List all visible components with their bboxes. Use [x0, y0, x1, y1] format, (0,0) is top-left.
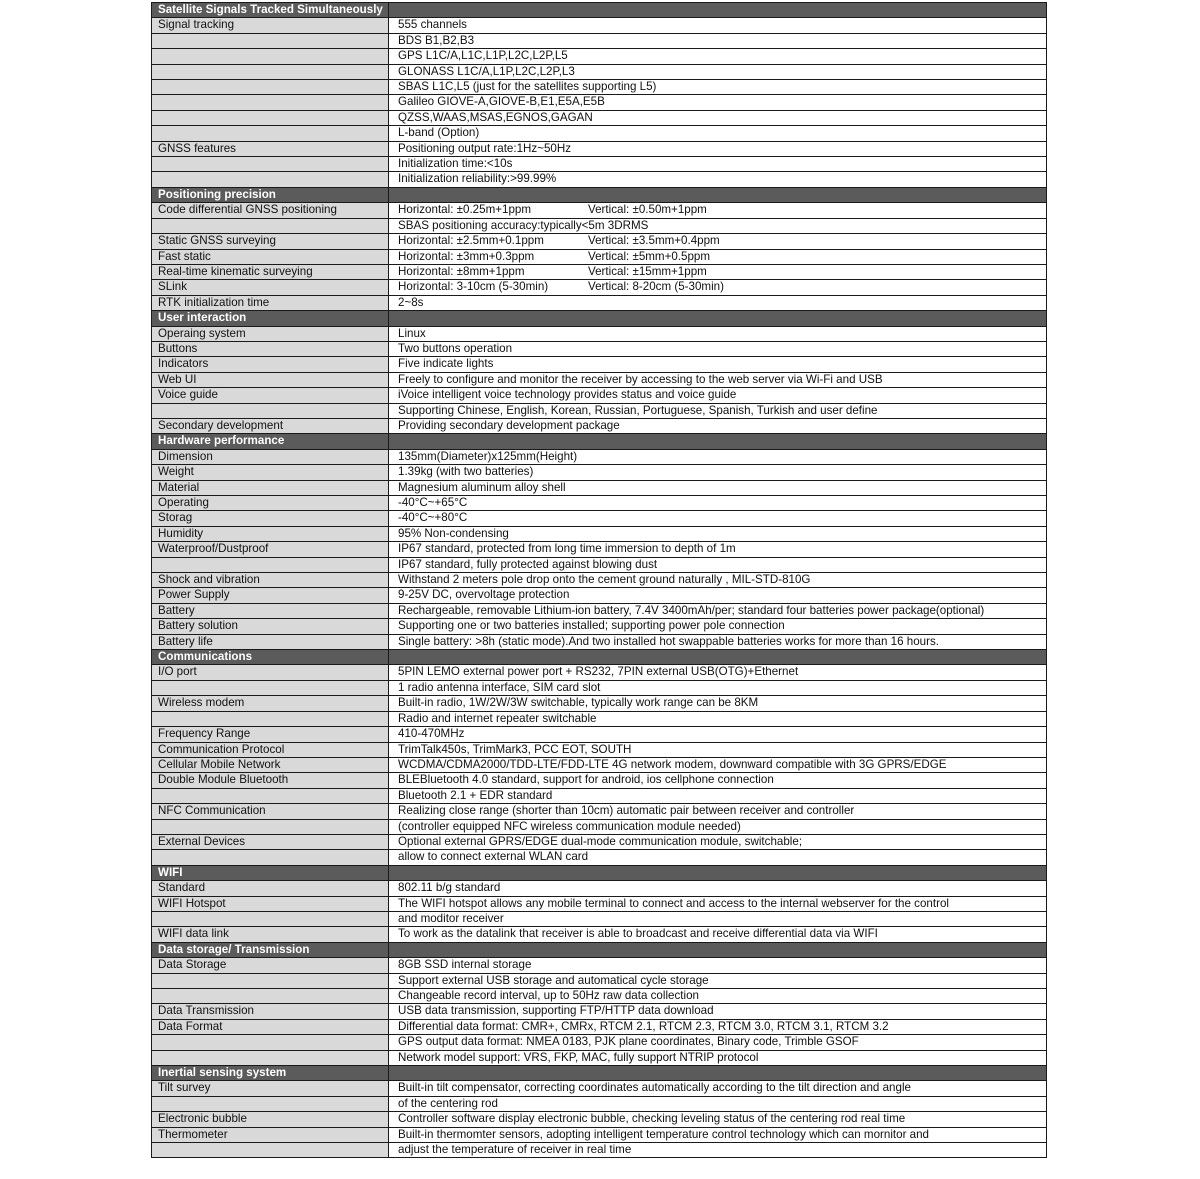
spec-row — [152, 95, 1047, 110]
spec-value: Realizing close range (shorter than 10cm) automatic pair between receiver and controller — [389, 804, 1047, 819]
spec-value: Freely to configure and monitor the receiver by accessing to the web server via Wi-Fi and USB — [389, 372, 1047, 387]
spec-value: 9-25V DC, overvoltage protection — [389, 588, 1047, 603]
spec-row — [152, 388, 1047, 403]
spec-value: Network model support: VRS, FKP, MAC, fully support NTRIP protocol — [389, 1050, 1047, 1065]
spec-row — [152, 511, 1047, 526]
spec-value: IP67 standard, protected from long time immersion to depth of 1m — [389, 542, 1047, 557]
spec-label: Electronic bubble — [152, 1112, 389, 1127]
spec-label: Material — [152, 480, 389, 495]
spec-row — [152, 696, 1047, 711]
spec-row — [152, 927, 1047, 942]
spec-value-vertical: Vertical: ±15mm+1ppm — [588, 264, 707, 278]
spec-value-horizontal: Horizontal: ±3mm+0.3ppm — [398, 249, 535, 263]
spec-row — [152, 234, 1047, 249]
spec-label: GNSS features — [152, 141, 389, 156]
spec-label: Buttons — [152, 341, 389, 356]
spec-label — [152, 973, 389, 988]
spec-row — [152, 711, 1047, 726]
section-header-fill — [389, 650, 1047, 665]
spec-row — [152, 403, 1047, 418]
spec-value — [389, 249, 1047, 264]
spec-row — [152, 973, 1047, 988]
spec-label — [152, 850, 389, 865]
spec-value: BDS B1,B2,B3 — [389, 33, 1047, 48]
spec-label: Data Storage — [152, 958, 389, 973]
spec-value: Linux — [389, 326, 1047, 341]
spec-row — [152, 742, 1047, 757]
spec-value: Supporting Chinese, English, Korean, Russian, Portuguese, Spanish, Turkish and user define — [389, 403, 1047, 418]
spec-value: Initialization time:<10s — [389, 157, 1047, 172]
spec-row — [152, 295, 1047, 310]
section-header-fill — [389, 865, 1047, 880]
spec-value: Supporting one or two batteries installed; supporting power pole connection — [389, 619, 1047, 634]
spec-value-horizontal: Horizontal: 3-10cm (5-30min) — [398, 280, 549, 294]
spec-label — [152, 64, 389, 79]
spec-label: Battery solution — [152, 619, 389, 634]
spec-row — [152, 834, 1047, 849]
spec-value: 410-470MHz — [389, 727, 1047, 742]
spec-value: Galileo GIOVE-A,GIOVE-B,E1,E5A,E5B — [389, 95, 1047, 110]
spec-label: Web UI — [152, 372, 389, 387]
spec-value: Single battery: >8h (static mode).And two installed hot swappable batteries works for more than 16 hours. — [389, 634, 1047, 649]
spec-label — [152, 1035, 389, 1050]
spec-value: Magnesium aluminum alloy shell — [389, 480, 1047, 495]
section-title: Satellite Signals Tracked Simultaneously — [152, 3, 389, 18]
spec-row — [152, 357, 1047, 372]
spec-label: Battery life — [152, 634, 389, 649]
spec-value: BLEBluetooth 4.0 standard, support for android, ios cellphone connection — [389, 773, 1047, 788]
spec-label — [152, 95, 389, 110]
spec-label: SLink — [152, 280, 389, 295]
spec-label: Cellular Mobile Network — [152, 757, 389, 772]
spec-row — [152, 819, 1047, 834]
spec-row — [152, 573, 1047, 588]
spec-value: of the centering rod — [389, 1096, 1047, 1111]
spec-label: Frequency Range — [152, 727, 389, 742]
spec-value: (controller equipped NFC wireless communication module needed) — [389, 819, 1047, 834]
spec-label: Power Supply — [152, 588, 389, 603]
spec-value-vertical: Vertical: 8-20cm (5-30min) — [588, 280, 724, 294]
spec-value: 2~8s — [389, 295, 1047, 310]
spec-value: 1 radio antenna interface, SIM card slot — [389, 680, 1047, 695]
spec-row — [152, 264, 1047, 279]
spec-label — [152, 819, 389, 834]
section-title: Positioning precision — [152, 187, 389, 202]
spec-row — [152, 958, 1047, 973]
spec-value: Positioning output rate:1Hz~50Hz — [389, 141, 1047, 156]
spec-label: Operating — [152, 496, 389, 511]
spec-value: Providing secondary development package — [389, 418, 1047, 433]
spec-value: -40°C~+80°C — [389, 511, 1047, 526]
spec-label: Storag — [152, 511, 389, 526]
spec-label — [152, 172, 389, 187]
spec-label — [152, 680, 389, 695]
spec-row — [152, 326, 1047, 341]
spec-value: Rechargeable, removable Lithium-ion battery, 7.4V 3400mAh/per; standard four batteries power package(optional) — [389, 603, 1047, 618]
section-header-wifi — [152, 865, 1047, 880]
section-header-inertial-sensing-system — [152, 1066, 1047, 1081]
spec-label: Signal tracking — [152, 18, 389, 33]
spec-label — [152, 788, 389, 803]
spec-row — [152, 249, 1047, 264]
section-header-communications — [152, 650, 1047, 665]
spec-row — [152, 680, 1047, 695]
spec-value: iVoice intelligent voice technology provides status and voice guide — [389, 388, 1047, 403]
spec-label — [152, 218, 389, 233]
spec-value-horizontal: Horizontal: ±2.5mm+0.1ppm — [398, 234, 544, 248]
spec-value-vertical: Vertical: ±0.50m+1ppm — [588, 203, 707, 217]
spec-row — [152, 496, 1047, 511]
spec-row — [152, 557, 1047, 572]
spec-value — [389, 203, 1047, 218]
spec-label: Communication Protocol — [152, 742, 389, 757]
spec-label: Data Transmission — [152, 1004, 389, 1019]
spec-row — [152, 280, 1047, 295]
spec-value-horizontal: Horizontal: ±8mm+1ppm — [398, 264, 525, 278]
spec-label — [152, 711, 389, 726]
spec-label: External Devices — [152, 834, 389, 849]
spec-label: Humidity — [152, 526, 389, 541]
spec-label — [152, 1143, 389, 1158]
spec-value: GLONASS L1C/A,L1P,L2C,L2P,L3 — [389, 64, 1047, 79]
spec-label — [152, 80, 389, 95]
spec-row — [152, 757, 1047, 772]
spec-value: Differential data format: CMR+, CMRx, RTCM 2.1, RTCM 2.3, RTCM 3.0, RTCM 3.1, RTCM 3.2 — [389, 1019, 1047, 1034]
spec-row — [152, 203, 1047, 218]
spec-label: I/O port — [152, 665, 389, 680]
spec-value — [389, 280, 1047, 295]
spec-label — [152, 110, 389, 125]
spec-value: Withstand 2 meters pole drop onto the cement ground naturally , MIL-STD-810G — [389, 573, 1047, 588]
spec-row — [152, 989, 1047, 1004]
spec-value: 95% Non-condensing — [389, 526, 1047, 541]
spec-row — [152, 1096, 1047, 1111]
spec-row — [152, 896, 1047, 911]
section-header-fill — [389, 187, 1047, 202]
spec-label: Wireless modem — [152, 696, 389, 711]
spec-row — [152, 911, 1047, 926]
spec-row — [152, 33, 1047, 48]
spec-label: Secondary development — [152, 418, 389, 433]
spec-label: WIFI Hotspot — [152, 896, 389, 911]
spec-value: GPS L1C/A,L1C,L1P,L2C,L2P,L5 — [389, 49, 1047, 64]
spec-value: Built-in tilt compensator, correcting coordinates automatically according to the tilt direction and angle — [389, 1081, 1047, 1096]
spec-value: Built-in radio, 1W/2W/3W switchable, typically work range can be 8KM — [389, 696, 1047, 711]
spec-row — [152, 542, 1047, 557]
spec-value: Five indicate lights — [389, 357, 1047, 372]
spec-label: Operaing system — [152, 326, 389, 341]
spec-value: 802.11 b/g standard — [389, 881, 1047, 896]
spec-value-vertical: Vertical: ±3.5mm+0.4ppm — [588, 234, 720, 248]
spec-row — [152, 141, 1047, 156]
spec-row — [152, 465, 1047, 480]
section-header-fill — [389, 434, 1047, 449]
spec-row — [152, 480, 1047, 495]
spec-value: Support external USB storage and automatical cycle storage — [389, 973, 1047, 988]
section-title: Inertial sensing system — [152, 1066, 389, 1081]
spec-label — [152, 911, 389, 926]
section-header-satellite-signals-tracked-simultaneously — [152, 3, 1047, 18]
section-title: Hardware performance — [152, 434, 389, 449]
spec-row — [152, 773, 1047, 788]
spec-row — [152, 588, 1047, 603]
spec-label: Tilt survey — [152, 1081, 389, 1096]
section-title: User interaction — [152, 311, 389, 326]
spec-row — [152, 1004, 1047, 1019]
spec-value: 555 channels — [389, 18, 1047, 33]
spec-value: Two buttons operation — [389, 341, 1047, 356]
spec-value: IP67 standard, fully protected against blowing dust — [389, 557, 1047, 572]
spec-row — [152, 881, 1047, 896]
spec-row — [152, 1081, 1047, 1096]
section-header-positioning-precision — [152, 187, 1047, 202]
spec-label: Indicators — [152, 357, 389, 372]
spec-label: Data Format — [152, 1019, 389, 1034]
spec-row — [152, 804, 1047, 819]
spec-row — [152, 172, 1047, 187]
spec-row — [152, 1127, 1047, 1142]
spec-value: -40°C~+65°C — [389, 496, 1047, 511]
spec-row — [152, 1019, 1047, 1034]
spec-value-horizontal: Horizontal: ±0.25m+1ppm — [398, 203, 531, 217]
section-header-fill — [389, 3, 1047, 18]
spec-value: SBAS positioning accuracy:typically<5m 3DRMS — [389, 218, 1047, 233]
section-header-data-storage-transmission — [152, 942, 1047, 957]
spec-row — [152, 110, 1047, 125]
spec-label: Shock and vibration — [152, 573, 389, 588]
spec-row — [152, 665, 1047, 680]
spec-value: Initialization reliability:>99.99% — [389, 172, 1047, 187]
spec-value: 8GB SSD internal storage — [389, 958, 1047, 973]
spec-label — [152, 1096, 389, 1111]
spec-label: Voice guide — [152, 388, 389, 403]
spec-row — [152, 634, 1047, 649]
spec-label — [152, 557, 389, 572]
spec-row — [152, 449, 1047, 464]
spec-row — [152, 1143, 1047, 1158]
spec-label: Double Module Bluetooth — [152, 773, 389, 788]
spec-label: NFC Communication — [152, 804, 389, 819]
spec-value-vertical: Vertical: ±5mm+0.5ppm — [588, 249, 711, 263]
spec-label: RTK initialization time — [152, 295, 389, 310]
spec-label — [152, 1050, 389, 1065]
spec-value — [389, 234, 1047, 249]
spec-label — [152, 989, 389, 1004]
spec-row — [152, 218, 1047, 233]
spec-row — [152, 341, 1047, 356]
spec-label: Static GNSS surveying — [152, 234, 389, 249]
spec-row — [152, 1112, 1047, 1127]
spec-row — [152, 418, 1047, 433]
spec-row — [152, 619, 1047, 634]
spec-label: WIFI data link — [152, 927, 389, 942]
spec-row — [152, 1050, 1047, 1065]
spec-label: Thermometer — [152, 1127, 389, 1142]
spec-label: Code differential GNSS positioning — [152, 203, 389, 218]
spec-row — [152, 526, 1047, 541]
spec-value: Radio and internet repeater switchable — [389, 711, 1047, 726]
spec-value: GPS output data format: NMEA 0183, PJK plane coordinates, Binary code, Trimble GSOF — [389, 1035, 1047, 1050]
section-title: WIFI — [152, 865, 389, 880]
spec-value: Bluetooth 2.1 + EDR standard — [389, 788, 1047, 803]
spec-value: USB data transmission, supporting FTP/HTTP data download — [389, 1004, 1047, 1019]
section-title: Communications — [152, 650, 389, 665]
spec-label — [152, 403, 389, 418]
section-header-fill — [389, 1066, 1047, 1081]
spec-value: 5PIN LEMO external power port + RS232, 7PIN external USB(OTG)+Ethernet — [389, 665, 1047, 680]
section-header-user-interaction — [152, 311, 1047, 326]
spec-value: 135mm(Diameter)x125mm(Height) — [389, 449, 1047, 464]
spec-row — [152, 18, 1047, 33]
spec-row — [152, 157, 1047, 172]
spec-value: Optional external GPRS/EDGE dual-mode communication module, switchable; — [389, 834, 1047, 849]
spec-label: Standard — [152, 881, 389, 896]
spec-row — [152, 788, 1047, 803]
spec-value: L-band (Option) — [389, 126, 1047, 141]
spec-value: QZSS,WAAS,MSAS,EGNOS,GAGAN — [389, 110, 1047, 125]
spec-table — [151, 2, 1047, 1158]
spec-value: The WIFI hotspot allows any mobile terminal to connect and access to the internal webserver for the control — [389, 896, 1047, 911]
spec-label: Dimension — [152, 449, 389, 464]
spec-value: adjust the temperature of receiver in real time — [389, 1143, 1047, 1158]
spec-value: 1.39kg (with two batteries) — [389, 465, 1047, 480]
spec-label — [152, 49, 389, 64]
section-header-fill — [389, 311, 1047, 326]
spec-value: WCDMA/CDMA2000/TDD-LTE/FDD-LTE 4G network modem, downward compatible with 3G GPRS/EDGE — [389, 757, 1047, 772]
spec-row — [152, 372, 1047, 387]
spec-label — [152, 157, 389, 172]
section-header-fill — [389, 942, 1047, 957]
spec-value: and moditor receiver — [389, 911, 1047, 926]
spec-value: TrimTalk450s, TrimMark3, PCC EOT, SOUTH — [389, 742, 1047, 757]
spec-label — [152, 33, 389, 48]
spec-row — [152, 80, 1047, 95]
spec-row — [152, 850, 1047, 865]
spec-label: Fast static — [152, 249, 389, 264]
spec-table-body — [152, 3, 1047, 1158]
spec-label: Battery — [152, 603, 389, 618]
spec-row — [152, 49, 1047, 64]
spec-label: Real-time kinematic surveying — [152, 264, 389, 279]
spec-value: allow to connect external WLAN card — [389, 850, 1047, 865]
spec-row — [152, 126, 1047, 141]
spec-value: Controller software display electronic bubble, checking leveling status of the centering rod real time — [389, 1112, 1047, 1127]
spec-row — [152, 1035, 1047, 1050]
section-header-hardware-performance — [152, 434, 1047, 449]
spec-row — [152, 64, 1047, 79]
spec-value: Changeable record interval, up to 50Hz raw data collection — [389, 989, 1047, 1004]
spec-label: Waterproof/Dustproof — [152, 542, 389, 557]
spec-value: To work as the datalink that receiver is able to broadcast and receive differential data via WIFI — [389, 927, 1047, 942]
spec-value — [389, 264, 1047, 279]
spec-row — [152, 727, 1047, 742]
section-title: Data storage/ Transmission — [152, 942, 389, 957]
spec-label: Weight — [152, 465, 389, 480]
spec-value: Built-in thermomter sensors, adopting intelligent temperature control technology which can mornitor and — [389, 1127, 1047, 1142]
spec-row — [152, 603, 1047, 618]
spec-label — [152, 126, 389, 141]
spec-value: SBAS L1C,L5 (just for the satellites supporting L5) — [389, 80, 1047, 95]
